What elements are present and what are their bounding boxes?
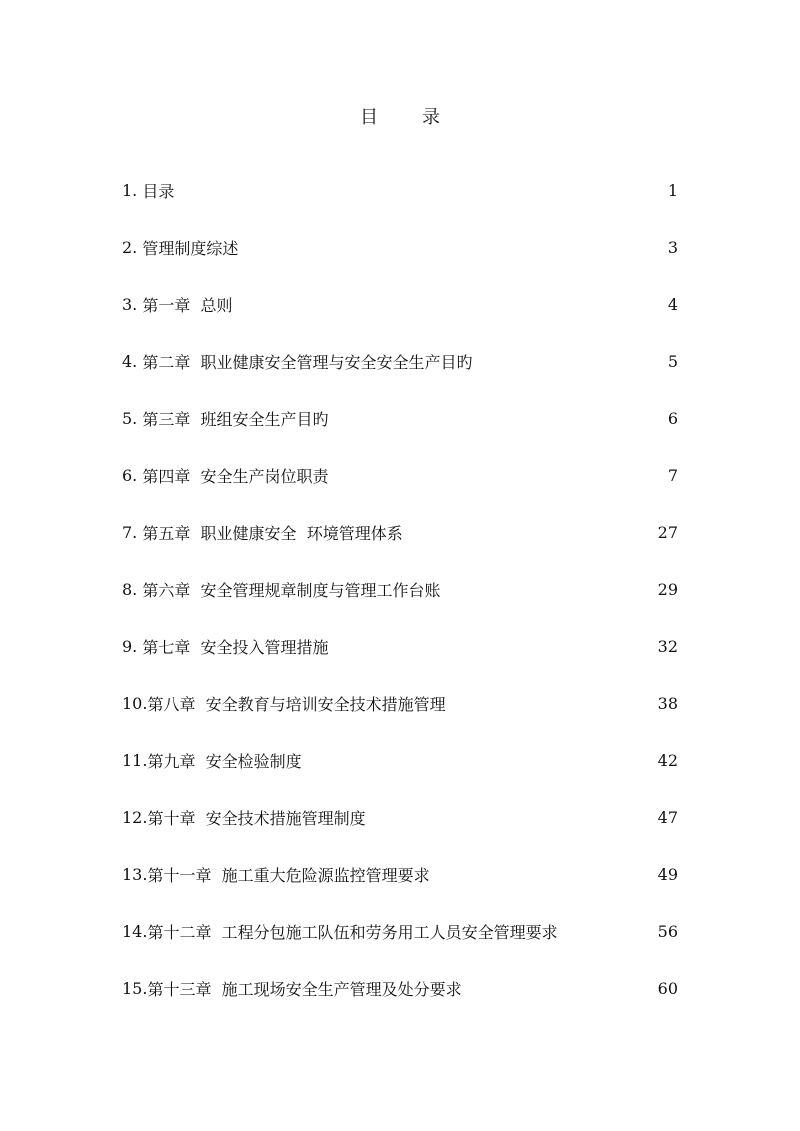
toc-entry-title: 第十一章 施工重大危险源监控管理要求 [147, 866, 430, 885]
toc-entry-number: 12. [122, 808, 148, 827]
toc-title-right: 录 [422, 107, 440, 128]
toc-entry[interactable] [122, 732, 678, 789]
toc-entry-page: 7 [667, 466, 678, 485]
toc-entry-number: 7. [122, 523, 138, 542]
toc-entry[interactable] [122, 561, 678, 618]
toc-entry-page: 4 [667, 295, 678, 314]
toc-entry[interactable] [122, 162, 678, 219]
toc-entry-page: 38 [657, 694, 678, 713]
toc-entry-page: 27 [657, 523, 678, 542]
toc-entry-number: 6. [122, 466, 138, 485]
toc-entry-title: 第三章 班组安全生产目旳 [137, 410, 329, 429]
toc-entry[interactable] [122, 447, 678, 504]
toc-entry-title: 第十三章 施工现场安全生产管理及处分要求 [147, 980, 462, 999]
toc-entry-number: 13. [122, 865, 148, 884]
toc-entry-title: 第十二章 工程分包施工队伍和劳务用工人员安全管理要求 [147, 923, 558, 942]
toc-entry-title: 目录 [137, 182, 175, 201]
toc-entry[interactable] [122, 276, 678, 333]
toc-entry-title: 第九章 安全检验制度 [147, 752, 302, 771]
toc-entry-title: 第十章 安全技术措施管理制度 [147, 809, 366, 828]
toc-entry-number: 4. [122, 352, 138, 371]
toc-entry[interactable] [122, 504, 678, 561]
toc-entry[interactable] [122, 789, 678, 846]
toc-entry-page: 3 [667, 238, 678, 257]
toc-entry[interactable] [122, 960, 678, 1017]
toc-entry[interactable] [122, 675, 678, 732]
toc-entry[interactable] [122, 333, 678, 390]
toc-entry[interactable] [122, 390, 678, 447]
toc-entry-page: 42 [657, 751, 678, 770]
toc-entry-title: 第五章 职业健康安全 环境管理体系 [137, 524, 403, 543]
toc-entry-number: 2. [122, 238, 138, 257]
toc-title [0, 104, 800, 132]
toc-title-left: 目 [360, 107, 378, 128]
toc-entry[interactable] [122, 219, 678, 276]
toc-entry[interactable] [122, 846, 678, 903]
toc-entry[interactable] [122, 903, 678, 960]
toc-entry-number: 3. [122, 295, 138, 314]
toc-entry-number: 14. [122, 922, 148, 941]
toc-entry-page: 6 [667, 409, 678, 428]
toc-entry-number: 9. [122, 637, 138, 656]
toc-entry-title: 第七章 安全投入管理措施 [137, 638, 329, 657]
toc-entry-page: 47 [657, 808, 678, 827]
toc-entry-title: 第六章 安全管理规章制度与管理工作台账 [137, 581, 441, 600]
toc-entry-page: 29 [657, 580, 678, 599]
toc-entry-number: 1. [122, 181, 138, 200]
toc-entry-title: 第四章 安全生产岗位职责 [137, 467, 329, 486]
toc-entry-number: 15. [122, 979, 148, 998]
toc-entry-title: 第八章 安全教育与培训安全技术措施管理 [147, 695, 446, 714]
toc-entry-title: 管理制度综述 [137, 239, 239, 258]
toc-entry-page: 32 [657, 637, 678, 656]
toc-entry-number: 10. [122, 694, 148, 713]
toc-entry-number: 8. [122, 580, 138, 599]
toc-entry[interactable] [122, 618, 678, 675]
toc-entry-page: 60 [657, 979, 678, 998]
toc-entry-page: 49 [657, 865, 678, 884]
toc-list [122, 162, 678, 1017]
toc-entry-page: 5 [667, 352, 678, 371]
toc-entry-number: 5. [122, 409, 138, 428]
toc-entry-title: 第二章 职业健康安全管理与安全安全生产目旳 [137, 353, 473, 372]
toc-entry-title: 第一章 总则 [137, 296, 233, 315]
toc-entry-page: 1 [667, 181, 678, 200]
toc-entry-number: 11. [122, 751, 148, 770]
toc-entry-page: 56 [657, 922, 678, 941]
